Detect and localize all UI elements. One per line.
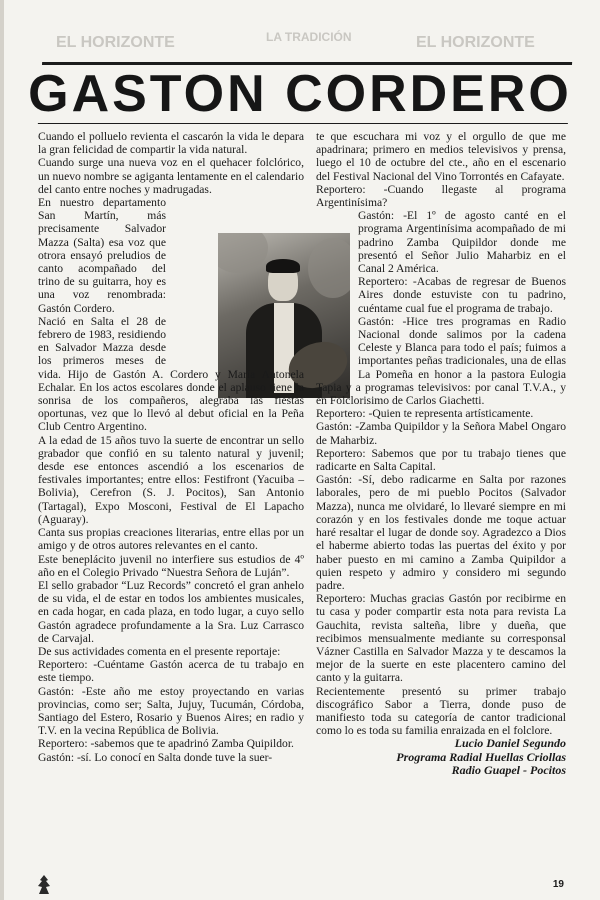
photo-spacer [166,196,304,364]
paragraph: Gastón: -sí. Lo conocí en Salta donde tuve la suer- [38,750,273,764]
paragraph: Gastón: -Zamba Quipildor y la Señora Mabel Ongaro de Maharbiz. [316,420,566,447]
paragraph: Reportero: -Quien te representa artísticamente. [316,407,534,421]
paragraph: Cuando surge una nueva voz en el quehacer folclórico, un nuevo nombre se agiganta lentamente en el calendario del canto entre noches y madrugadas. [38,156,304,196]
bleed-through-header [36,30,576,64]
paragraph: te que escuchara mi voz y el orgullo de que me apadrinara; primero en medios televisivos y prensa, luego el 10 de octubre del cte., año en el escenario del Festival Nacional del Vino Torrontés en Cafayate. [316,130,566,183]
article-right-column [316,130,566,778]
page-title [0,64,600,124]
paragraph: En nuestro departamento San Martín, más precisamente Salvador Mazza (Salta) esa voz que otrora ensayó preludios de canto acompañado del trino de su guitarra, hoy es una voz renombrada: Gastón Cordero. [38,196,166,315]
paragraph: Recientemente presentó su primer trabajo discográfico Sabor a Tierra, donde puso de manifiesto toda su categoría de cantor tradicional como lo es toda su familia enraizada en el folclore. [316,684,566,738]
page-edge-shadow [0,0,4,900]
ghost-heading-right: EL HORIZONTE [416,34,535,51]
paragraph: Cuando el polluelo revienta el cascarón la vida le depara la gran felicidad de compartir la vida natural. [38,130,304,157]
paragraph: A la edad de 15 años tuvo la suerte de encontrar un sello grabador que confió en su talento natural y juvenil; desde ese entonces ascendió a los escenarios de festivales importantes; entre ellos: Festifront (Yacuiba – Bolivia), Cerefron (S. J. Pocitos), San Antonio (Tartagal), Expo Mosconi, Festival de El Lapacho (Aguaray). [38,433,304,526]
signature-program: Programa Radial Huellas Criollas [396,749,566,764]
paragraph: Gastón: -Hice tres programas en Radio Nacional donde salimos por la cadena Celeste y Blanca para todo el país; fuimos a importantes peñas tradicionales, una de ellas La Pomeña en honor a la pastora Eulogia Tapia y a programas televisivos: por canal T.V.A., y en Folclorisimo de Carlos Giachetti. [316,314,566,408]
publisher-logo-icon [36,874,52,896]
paragraph: Gastón: -El 1º de agosto canté en el programa Argentinísima acompañado de mi padrino Zamba Quipildor donde me presentó el Señor Julio Maharbiz en el Canal 2 América. [358,209,566,276]
ghost-heading-mid: LA TRADICIÓN [266,30,352,44]
paragraph: Gastón: -Sí, debo radicarme en Salta por razones laborales, pero de mi pueblo Pocitos (Salvador Mazza), nunca me olvidaré, lo llevaré siempre en mi corazón y en los festivales donde me toque actuar haré resaltar el lugar de donde soy. Agradezco a Dios el haberme abierto todas las puertas del éxito y por haber puesto en mi camino a Zamba Quipildor a quien respeto y admiro y considero mi segundo padre. [316,473,566,592]
paragraph: Gastón: -Este año me estoy proyectando en varias provincias, como ser; Salta, Jujuy, Tucumán, Córdoba, Santiago del Estero, Rosario y Buenos Aires; en radio y T.V. en la vecina República de Bolivia. [38,684,304,738]
page-number: 19 [552,879,564,890]
paragraph: Reportero: -sabemos que te apadrinó Zamba Quipildor. [38,737,294,751]
ghost-heading-left: EL HORIZONTE [56,34,175,51]
signature-block [316,737,566,778]
page-title-text: GASTON CORDERO [22,65,578,123]
paragraph: Nació en Salta el 28 de febrero de 1983, residiendo en Salvador Mazza desde los primeros meses de vida. Hijo de Gastón A. Cordero y María Antonela Echalar. En los actos escolares donde el aplauso tiene la sonrisa de los compañeros, alegraba las fiestas oportunas, vez que lo llevó al debut oficial en la Peña Club Centro Argentino. [38,314,304,434]
signature-station: Radio Guapel - Pocitos [451,763,566,778]
photo-spacer [316,209,358,377]
paragraph: Reportero: -Cuéntame Gastón acerca de tu trabajo en este tiempo. [38,658,304,685]
paragraph: De sus actividades comenta en el presente reportaje: [38,644,281,658]
paragraph: El sello grabador “Luz Records” concretó el gran anhelo de su vida, el de estar en todos los ambientes musicales, en cada hogar, en cada plaza, en todo lugar, a cuyo sello Gastón agradece profundamente a la Sra. Luz Carrasco de Carvajal. [38,578,304,645]
paragraph: Reportero: Muchas gracias Gastón por recibirme en tu casa y poder compartir esta nota para revista La Gauchita, revista salteña, libre y dueña, que recibimos mensualmente mediante su corresponsal Vázner Castilla en Salvador Mazza y te descamos la mejor de la suerte en este placentero camino del canto y la guitarra. [316,592,566,685]
paragraph: Reportero: -Cuando llegaste al programa Argentinísima? [316,182,566,210]
signature-author: Lucio Daniel Segundo [454,736,566,751]
paragraph: Canta sus propias creaciones literarias, entre ellas por un amigo y de otros autores relevantes en el canto. [38,526,304,553]
article-left-column [38,130,304,764]
paragraph: Reportero: Sabemos que por tu trabajo tienes que radicarte en Salta Capital. [316,446,566,474]
paragraph: Este beneplácito juvenil no interfiere sus estudios de 4º año en el Colegio Privado “Nuestra Señora de Luján”. [38,552,304,579]
paragraph: Reportero: -Acabas de regresar de Buenos Aires donde estuviste con tu padrino, cuéntame cual fue el programa de trabajo. [358,275,566,315]
